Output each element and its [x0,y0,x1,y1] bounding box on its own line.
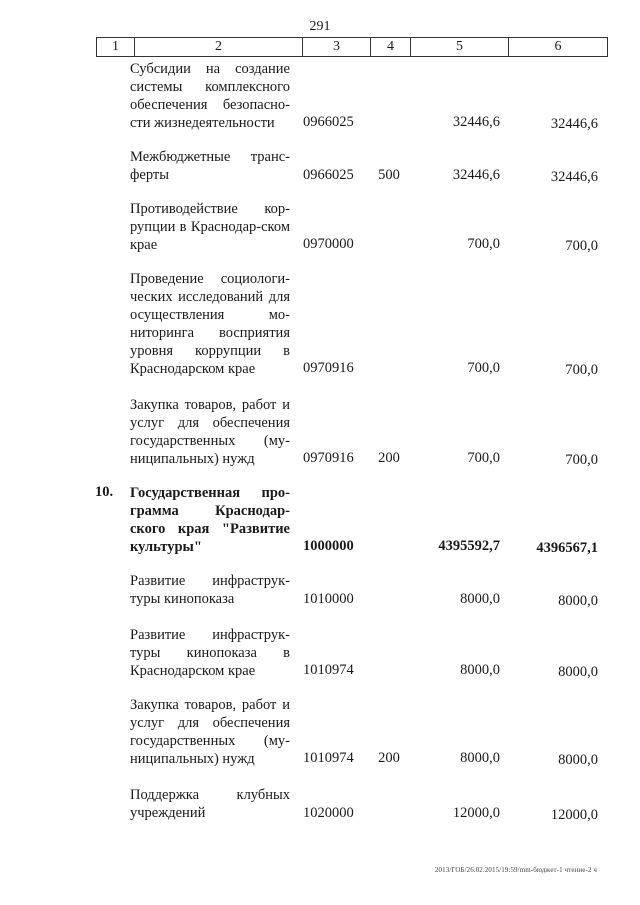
row-number: 10. [95,484,114,500]
row-value-6: 700,0 [565,238,598,254]
row-code: 0970000 [303,236,354,252]
row-code: 1010000 [303,591,354,607]
row-value-6: 32446,6 [550,116,598,132]
row-code: 1010974 [303,662,354,678]
column-header-6: 6 [508,38,607,56]
row-name: Проведение социологи-ческих исследований для осуществления мо-ниторинга восприятия уровня коррупции в Краснодарском крае [130,271,290,377]
row-code: 1000000 [303,538,354,554]
document-footer: 2013/ГОБ/26.02.2015/19:59/mm-бюджет-1 чтение-2 ч [434,866,597,874]
row-value-5: 700,0 [467,360,500,376]
row-value-5: 8000,0 [460,750,500,766]
row-value-5: 32446,6 [452,167,500,183]
column-header-1: 1 [112,39,119,54]
row-name: Закупка товаров, работ и услуг для обеспечения государственных (му-ниципальных) нужд [130,697,290,767]
row-value-5: 4395592,7 [438,538,500,554]
row-name: Межбюджетные транс-ферты [130,149,290,183]
row-name: Поддержка клубных учреждений [130,787,290,821]
page-number: 291 [309,19,331,34]
row-expense-type: 500 [378,167,400,183]
row-value-6: 8000,0 [558,752,598,768]
row-value-6: 4396567,1 [536,540,598,556]
row-expense-type: 200 [378,750,400,766]
row-code: 1020000 [303,805,354,821]
row-value-6: 700,0 [565,452,598,468]
row-value-5: 8000,0 [460,662,500,678]
row-value-5: 700,0 [467,236,500,252]
table-header [96,37,608,57]
row-value-5: 700,0 [467,450,500,466]
row-expense-type: 200 [378,450,400,466]
row-value-5: 8000,0 [460,591,500,607]
row-value-5: 32446,6 [452,114,500,130]
row-value-6: 12000,0 [550,807,598,823]
row-name: Противодействие кор-рупции в Краснодар-ском крае [130,201,290,253]
column-header-2: 2 [134,38,302,56]
row-code: 0970916 [303,360,354,376]
row-code: 0970916 [303,450,354,466]
column-header-3: 3 [302,38,370,56]
column-header-4: 4 [370,38,410,56]
row-value-6: 8000,0 [558,664,598,680]
row-value-5: 12000,0 [452,805,500,821]
row-name: Развитие инфраструк-туры кинопоказа в Краснодарском крае [130,627,290,679]
row-value-6: 700,0 [565,362,598,378]
column-header-5: 5 [410,38,508,56]
row-value-6: 8000,0 [558,593,598,609]
row-name: Развитие инфраструк-туры кинопоказа [130,573,290,607]
row-code: 1010974 [303,750,354,766]
row-code: 0966025 [303,167,354,183]
row-name: Государственная про-грамма Краснодар-ского края "Развитие культуры" [130,485,290,555]
row-code: 0966025 [303,114,354,130]
row-value-6: 32446,6 [550,169,598,185]
row-name: Субсидии на создание системы комплексного обеспечения безопасно-сти жизнедеятельности [130,61,290,131]
row-name: Закупка товаров, работ и услуг для обеспечения государственных (му-ниципальных) нужд [130,397,290,467]
